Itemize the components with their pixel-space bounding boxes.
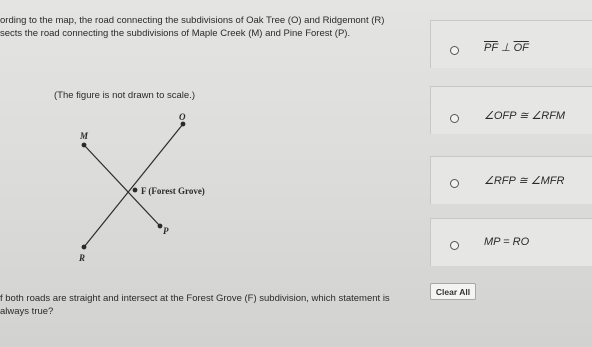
point-R	[82, 245, 87, 250]
choice-a-operator: ⊥	[500, 42, 511, 54]
choice-a-text	[484, 41, 529, 54]
question-prompt-line-2: always true?	[0, 306, 54, 317]
point-M	[82, 143, 87, 148]
label-M: M	[80, 131, 89, 141]
label-R: R	[79, 253, 86, 263]
choice-a-segment-2: $\overline{OF}$	[513, 42, 529, 54]
choice-d-radio[interactable]	[450, 241, 459, 250]
choice-c-text: ∠RFP ≅ ∠MFR	[484, 175, 565, 187]
figure-note: (The figure is not drawn to scale.)	[54, 90, 195, 101]
question-line-1: ording to the map, the road connecting the subdivisions of Oak Tree (O) and Ridgemont (R)	[0, 15, 385, 26]
choice-b-radio[interactable]	[450, 114, 459, 123]
question-prompt	[0, 292, 390, 318]
point-P	[158, 224, 163, 229]
point-O	[181, 122, 186, 127]
choice-a-radio[interactable]	[450, 46, 459, 55]
question-prompt-line-1: f both roads are straight and intersect at the Forest Grove (F) subdivision, which statement is	[0, 293, 390, 304]
label-F: F (Forest Grove)	[141, 186, 205, 196]
question-line-2: sects the road connecting the subdivisions of Maple Creek (M) and Pine Forest (P).	[0, 28, 351, 39]
choice-a-segment-1: $\overline{PF}$	[484, 42, 498, 54]
clear-all-button[interactable]: Clear All	[430, 283, 476, 300]
label-O: O	[179, 112, 186, 122]
choice-d-text: MP = RO	[484, 236, 530, 248]
choice-c-radio[interactable]	[450, 179, 459, 188]
choice-b-text: ∠OFP ≅ ∠RFM	[484, 110, 566, 122]
point-F	[133, 188, 138, 193]
label-P: P	[163, 226, 169, 236]
